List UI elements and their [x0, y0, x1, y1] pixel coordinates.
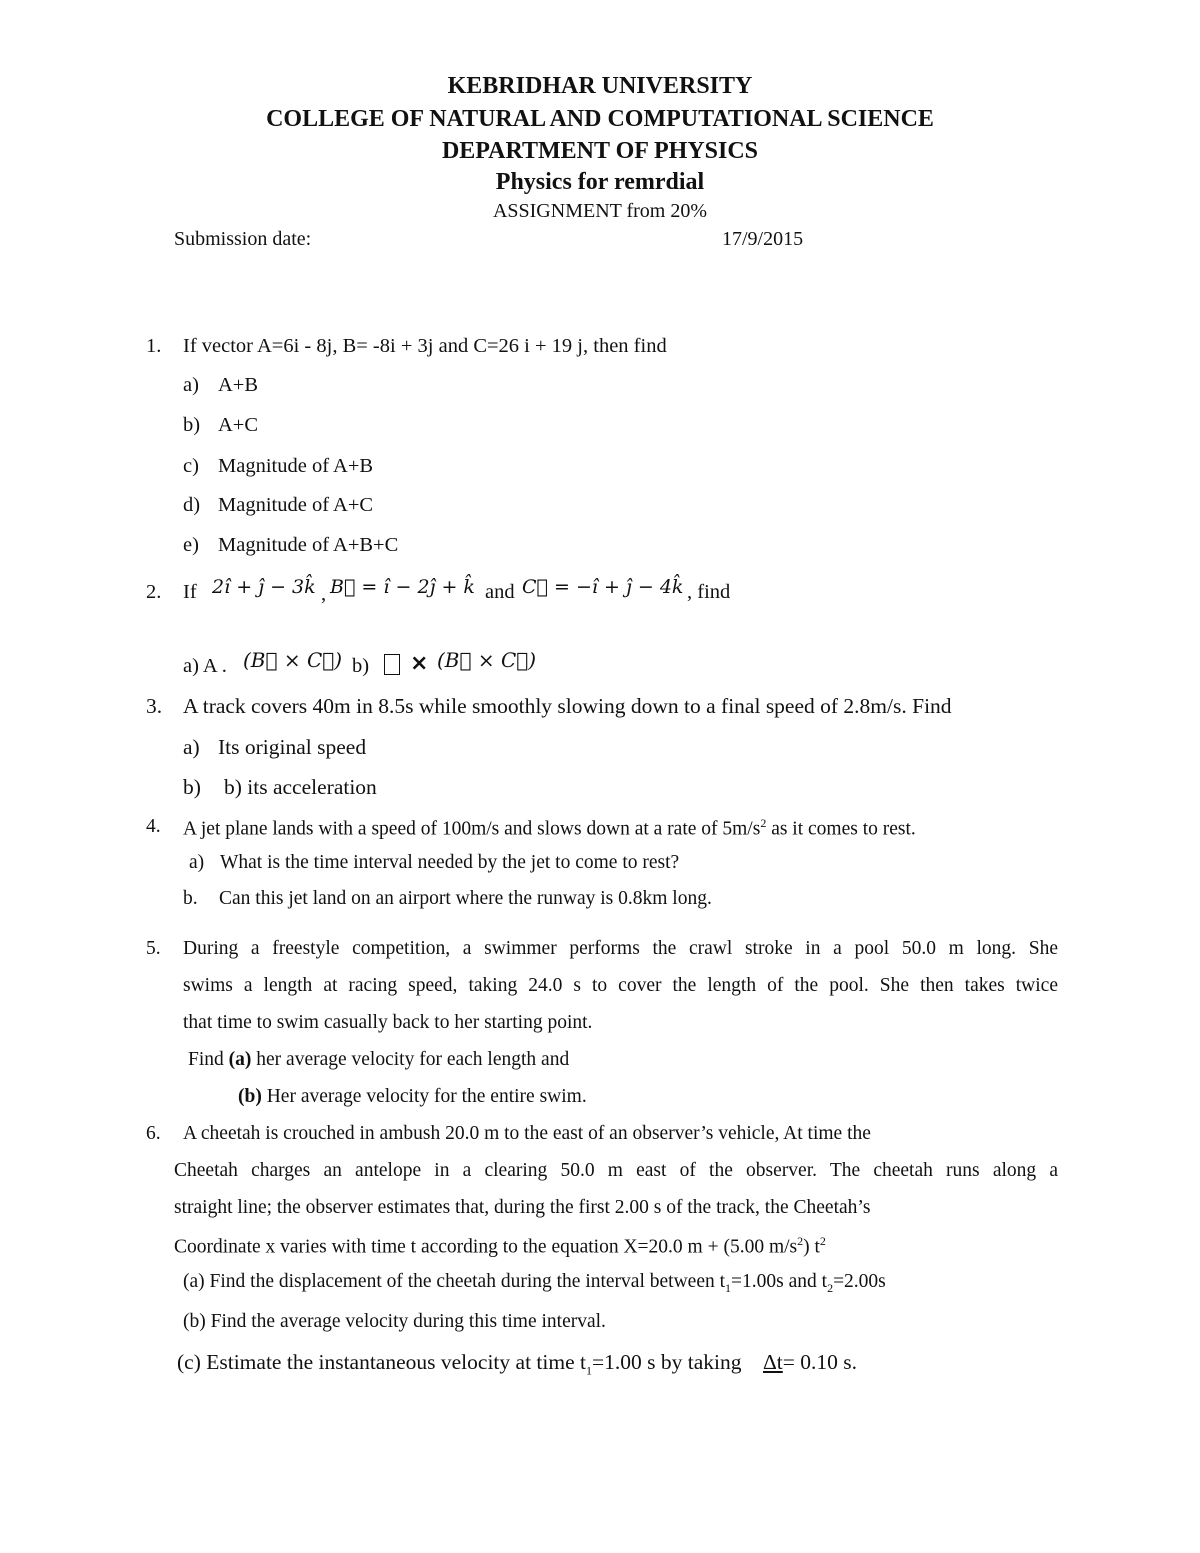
q2-comma: ,: [321, 583, 327, 605]
q3-text: A track covers 40m in 8.5s while smoothly slowing down to a final speed of 2.8m/s. Find: [183, 694, 952, 718]
q5-line: that time to swim casually back to her starting point.: [183, 1012, 593, 1033]
q3-item-label: a): [183, 735, 200, 759]
q5-line: During a freestyle competition, a swimmer performs the crawl stroke in a pool 50.0 m long. She: [183, 938, 1058, 959]
q6-part-a: (a) Find the displacement of the cheetah during the interval between $t_1=1.00s$ and $t_2=2.00s$: [183, 1271, 886, 1295]
q5-number: 5.: [146, 938, 161, 959]
q1-item-text: A+B: [218, 374, 259, 396]
submission-date: 17/9/2015: [722, 228, 804, 250]
q1-item-label: d): [183, 494, 201, 516]
q1-item-text: Magnitude of A+B: [218, 455, 374, 477]
q4-item-label: a): [189, 852, 205, 873]
q4-item-text: Can this jet land on an airport where the runway is 0.8km long.: [219, 888, 712, 909]
q2-vector-a: 2î + ĵ − 3k̂: [212, 576, 316, 598]
q1-item-label: e): [183, 534, 199, 556]
q6-equation-line: Coordinate x varies with time t according to the equation X=20.0 m + (5.00 $m/s^2$) $t^2$: [174, 1234, 826, 1258]
university-title: KEBRIDHAR UNIVERSITY: [447, 73, 753, 99]
q6-line: straight line; the observer estimates that, during the first 2.00 s of the track, the Cheetah’s: [174, 1197, 871, 1218]
q4-number: 4.: [146, 816, 161, 837]
q3-item-text: Its original speed: [218, 735, 367, 759]
q6-line: Cheetah charges an antelope in a clearing 50.0 m east of the observer. The cheetah runs along a: [174, 1160, 1058, 1181]
q6-number: 6.: [146, 1123, 161, 1144]
q3-item-label: b): [183, 775, 201, 799]
q3-item-text: b) its acceleration: [224, 775, 377, 799]
q6-part-b: (b) Find the average velocity during this time interval.: [183, 1311, 606, 1332]
college-title: COLLEGE OF NATURAL AND COMPUTATIONAL SCIENCE: [266, 106, 934, 132]
submission-label: Submission date:: [174, 228, 312, 250]
q6-line: A cheetah is crouched in ambush 20.0 m to the east of an observer’s vehicle, At time the: [183, 1123, 871, 1144]
q6-part-c: (c) Estimate the instantaneous velocity at time $t_1=1.00$ s by taking Δt= 0.10 s.: [177, 1350, 858, 1378]
q1-number: 1.: [146, 335, 162, 357]
q1-item-label: a): [183, 374, 199, 396]
q1-item-text: Magnitude of A+B+C: [218, 534, 399, 556]
q1-text: If vector A=6i - 8j, B= -8i + 3j and C=26 i + 19 j, then find: [183, 335, 667, 357]
q3-number: 3.: [146, 694, 163, 718]
q2-and: and: [485, 581, 515, 603]
q2-cross-symbol: ×: [410, 651, 429, 676]
q2-part-b-label: b): [352, 655, 370, 677]
department-title: DEPARTMENT OF PHYSICS: [441, 138, 759, 164]
q1-item-text: A+C: [218, 414, 259, 436]
q2-part-a-label: a) A .: [183, 655, 227, 677]
q1-item-text: Magnitude of A+C: [218, 494, 374, 516]
missing-glyph-box-icon: [384, 654, 400, 677]
q4-text: A jet plane lands with a speed of 100m/s and slows down at a rate of $5m/s^2$ as it comes to rest.: [183, 816, 916, 840]
q2-vector-b: B⃗ = î − 2ĵ + k̂: [330, 576, 475, 598]
q1-item-label: b): [183, 414, 201, 436]
q2-if: If: [183, 581, 197, 603]
q5-line: swims a length at racing speed, taking 24.0 s to cover the length of the pool. She then takes twice: [183, 975, 1058, 996]
q2-vector-c: C⃗ = −î + ĵ − 4k̂: [522, 576, 684, 598]
q2-part-a-expr: (B⃗ × C⃗): [243, 648, 343, 672]
course-title: Physics for remrdial: [495, 169, 705, 195]
delta-t-symbol: Δt: [762, 1350, 783, 1374]
q2-number: 2.: [146, 581, 162, 603]
q2-part-b-expr: (B⃗ × C⃗): [437, 648, 537, 672]
q4-item-text: What is the time interval needed by the jet to come to rest?: [220, 852, 680, 873]
q5-part-a: Find (a) her average velocity for each length and: [188, 1049, 570, 1070]
q1-item-label: c): [183, 455, 199, 477]
q2-find: , find: [687, 581, 731, 603]
assignment-label: ASSIGNMENT from 20%: [492, 200, 708, 222]
q4-item-label: b.: [183, 888, 198, 909]
q5-part-b: (b) Her average velocity for the entire swim.: [238, 1086, 587, 1107]
